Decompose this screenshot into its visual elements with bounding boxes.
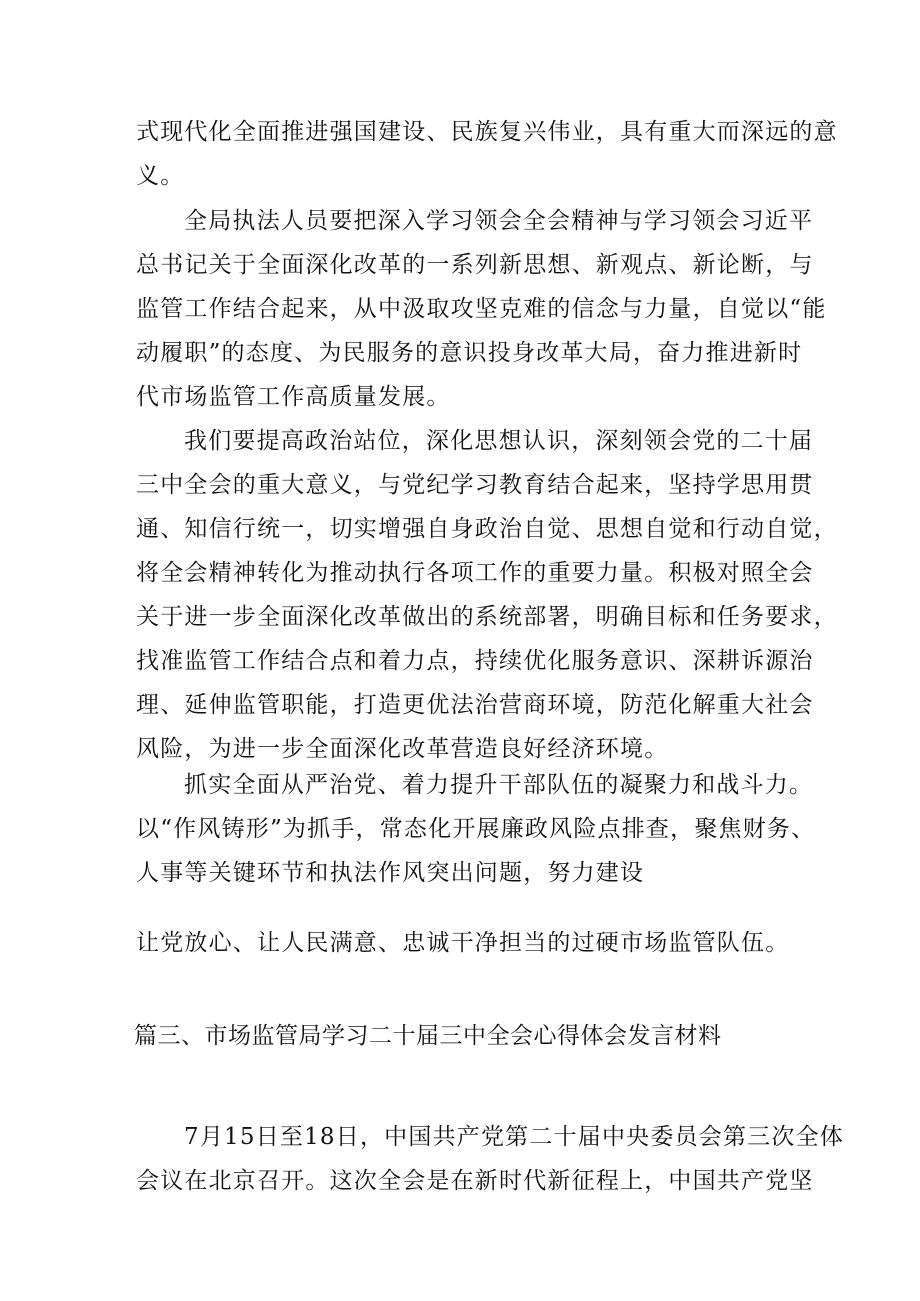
paragraph-line: 会议在北京召开。这次全会是在新时代新征程上，中国共产党坚 (136, 1168, 814, 1194)
paragraph-line: 抓实全面从严治党、着力提升干部队伍的凝聚力和战斗力。 (184, 772, 814, 798)
paragraph-line: 关于进一步全面深化改革做出的系统部署，明确目标和任务要求， (136, 604, 838, 630)
paragraph-line: 将全会精神转化为推动执行各项工作的重要力量。积极对照全会 (136, 560, 814, 586)
paragraph-line: 以“作风铸形”为抓手，常态化开展廉政风险点排查，聚焦财务、 (136, 816, 816, 842)
paragraph-line: 动履职”的态度、为民服务的意识投身改革大局，奋力推进新时 (136, 340, 803, 366)
paragraph-line: 义。 (136, 163, 185, 189)
paragraph-line: 我们要提高政治站位，深化思想认识，深刻领会党的二十届 (184, 428, 814, 454)
section-heading: 篇三、市场监管局学习二十届三中全会心得体会发言材料 (134, 1023, 722, 1049)
paragraph-line: 代市场监管工作高质量发展。 (136, 384, 451, 410)
paragraph-line: 人事等关键环节和执法作风突出问题，努力建设 (136, 860, 645, 886)
paragraph-line: 全局执法人员要把深入学习领会全会精神与学习领会习近平 (184, 208, 814, 234)
paragraph-line: 让党放心、让人民满意、忠诚干净担当的过硬市场监管队伍。 (136, 930, 790, 956)
paragraph-line: 风险，为进一步全面深化改革营造良好经济环境。 (136, 736, 669, 762)
paragraph-line: 理、延伸监管职能，打造更优法治营商环境，防范化解重大社会 (136, 692, 814, 718)
paragraph-line: 7月15日至18日，中国共产党第二十届中央委员会第三次全体 (184, 1124, 844, 1150)
paragraph-line: 找准监管工作结合点和着力点，持续优化服务意识、深耕诉源治 (136, 648, 814, 674)
paragraph-line: 三中全会的重大意义，与党纪学习教育结合起来，坚持学思用贯 (136, 472, 814, 498)
paragraph-line: 监管工作结合起来，从中汲取攻坚克难的信念与力量，自觉以“能 (136, 296, 827, 322)
paragraph-line: 总书记关于全面深化改革的一系列新思想、新观点、新论断，与 (136, 252, 814, 278)
paragraph-line: 通、知信行统一，切实增强自身政治自觉、思想自觉和行动自觉， (136, 516, 838, 542)
paragraph-line: 式现代化全面推进强国建设、民族复兴伟业，具有重大而深远的意 (136, 119, 838, 145)
